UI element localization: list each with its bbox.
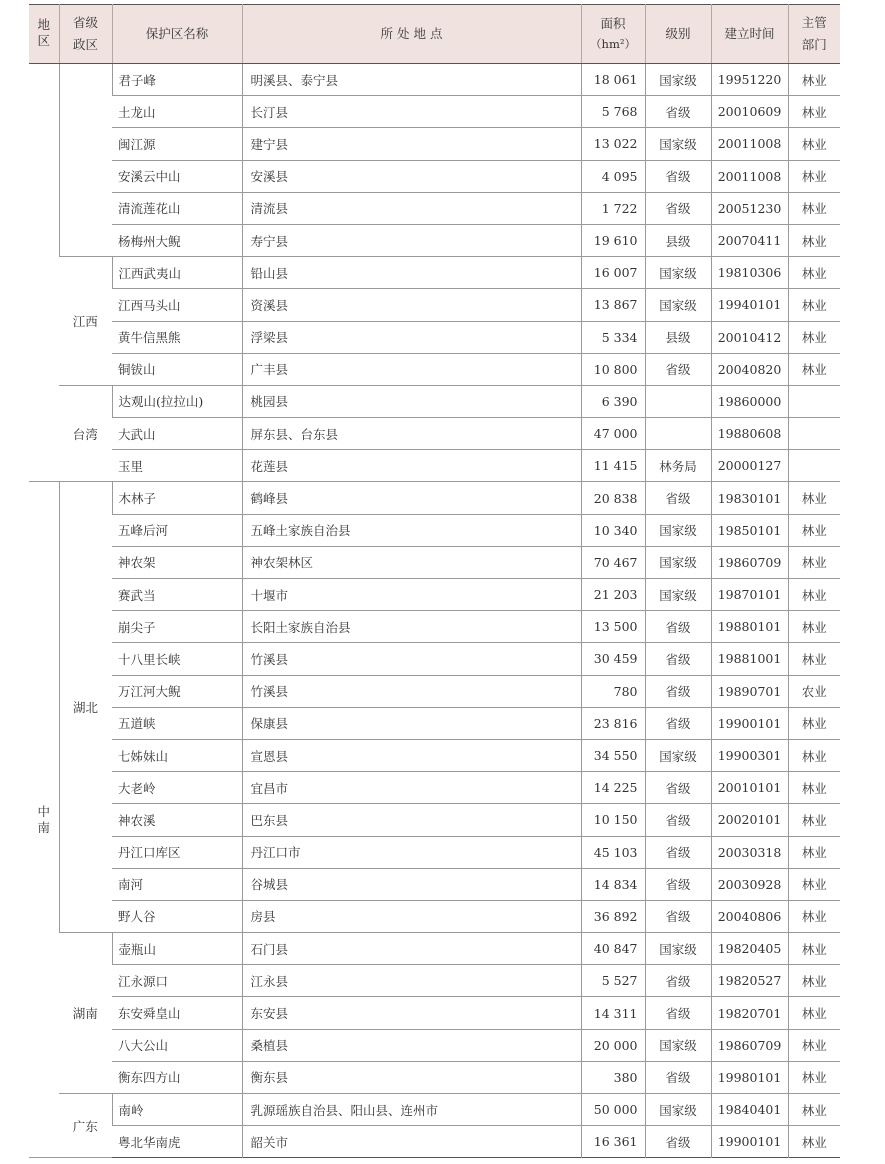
established-date-cell: 19880101 [711,611,788,643]
level-cell: 省级 [645,353,711,385]
level-cell: 省级 [645,707,711,739]
header-row [29,5,840,64]
established-date-cell: 19900101 [711,707,788,739]
reserve-name-cell: 十八里长峡 [112,643,242,675]
established-date-cell: 19810306 [711,257,788,289]
header-province: 省级政区 [59,5,112,64]
reserve-name-cell: 江西武夷山 [112,257,242,289]
department-cell: 林业 [788,128,840,160]
location-cell: 丹江口市 [242,836,581,868]
area-cell: 10 150 [581,804,645,836]
department-cell: 林业 [788,289,840,321]
department-cell: 林业 [788,224,840,256]
table-row [29,1061,840,1093]
department-cell [788,418,840,450]
established-date-cell: 19900101 [711,1126,788,1158]
table-row [29,675,840,707]
department-cell: 林业 [788,739,840,771]
level-cell: 国家级 [645,546,711,578]
table-row [29,418,840,450]
established-date-cell: 20010609 [711,96,788,128]
area-cell: 10 340 [581,514,645,546]
location-cell: 乳源瑶族自治县、阳山县、连州市 [242,1094,581,1126]
location-cell: 神农架林区 [242,546,581,578]
reserve-name-cell: 野人谷 [112,900,242,932]
table-row [29,160,840,192]
location-cell: 谷城县 [242,868,581,900]
location-cell: 保康县 [242,707,581,739]
area-cell: 5 768 [581,96,645,128]
reserve-name-cell: 安溪云中山 [112,160,242,192]
reserve-name-cell: 铜钹山 [112,353,242,385]
table-row [29,836,840,868]
reserve-name-cell: 五峰后河 [112,514,242,546]
established-date-cell: 20030318 [711,836,788,868]
reserve-name-cell: 神农溪 [112,804,242,836]
area-cell: 16 007 [581,257,645,289]
department-cell: 林业 [788,933,840,965]
level-cell: 省级 [645,643,711,675]
department-cell: 林业 [788,482,840,514]
reserve-name-cell: 神农架 [112,546,242,578]
level-cell: 国家级 [645,128,711,160]
table-row [29,128,840,160]
table-row [29,321,840,353]
reserve-name-cell: 崩尖子 [112,611,242,643]
established-date-cell: 20051230 [711,192,788,224]
area-cell: 20 000 [581,1029,645,1061]
established-date-cell: 20070411 [711,224,788,256]
department-cell: 林业 [788,257,840,289]
area-cell: 14 311 [581,997,645,1029]
area-cell: 23 816 [581,707,645,739]
location-cell: 寿宁县 [242,224,581,256]
table-row [29,868,840,900]
table-row [29,1126,840,1158]
table-row [29,514,840,546]
established-date-cell: 19820405 [711,933,788,965]
level-cell: 省级 [645,804,711,836]
reserve-name-cell: 清流莲花山 [112,192,242,224]
reserve-name-cell: 大老岭 [112,772,242,804]
table-row [29,643,840,675]
header-dept: 主管部门 [788,5,840,64]
established-date-cell: 19980101 [711,1061,788,1093]
table-row [29,192,840,224]
established-date-cell: 20011008 [711,160,788,192]
location-cell: 竹溪县 [242,643,581,675]
province-cell: 湖南 [59,933,112,1094]
area-cell: 21 203 [581,579,645,611]
level-cell [645,385,711,417]
location-cell: 东安县 [242,997,581,1029]
department-cell: 林业 [788,804,840,836]
table-row [29,772,840,804]
established-date-cell: 19881001 [711,643,788,675]
department-cell: 林业 [788,707,840,739]
department-cell: 林业 [788,64,840,96]
area-cell: 16 361 [581,1126,645,1158]
reserve-name-cell: 粤北华南虎 [118,1134,181,1150]
table-row [29,1094,840,1126]
location-cell: 宜昌市 [242,772,581,804]
table-row [29,96,840,128]
area-cell: 14 225 [581,772,645,804]
level-cell: 省级 [645,900,711,932]
location-cell: 安溪县 [242,160,581,192]
area-cell: 6 390 [581,385,645,417]
area-cell: 47 000 [581,418,645,450]
department-cell: 林业 [788,836,840,868]
header-area: 面积 （hm²） [581,5,645,64]
level-cell: 省级 [645,965,711,997]
established-date-cell: 19860709 [711,1029,788,1061]
table-row [29,289,840,321]
location-cell: 长汀县 [242,96,581,128]
table-row [29,224,840,256]
established-date-cell: 20011008 [711,128,788,160]
level-cell: 国家级 [645,64,711,96]
area-cell: 50 000 [581,1094,645,1126]
department-cell: 林业 [788,772,840,804]
department-cell: 林业 [788,353,840,385]
reserve-name-cell: 东安舜皇山 [112,997,242,1029]
department-cell: 林业 [788,611,840,643]
reserve-name-cell: 木林子 [112,482,242,514]
province-cell: 台湾 [59,385,112,482]
area-cell: 40 847 [581,933,645,965]
location-cell: 长阳土家族自治县 [242,611,581,643]
level-cell: 省级 [645,192,711,224]
level-cell: 国家级 [645,1029,711,1061]
established-date-cell: 19940101 [711,289,788,321]
header-date: 建立时间 [711,5,788,64]
area-cell: 780 [581,675,645,707]
table-row [29,611,840,643]
table-row [29,450,840,482]
level-cell: 国家级 [645,1094,711,1126]
area-cell: 11 415 [581,450,645,482]
level-cell: 省级 [645,611,711,643]
level-cell: 国家级 [645,289,711,321]
established-date-cell: 19820527 [711,965,788,997]
table-row [29,739,840,771]
location-cell: 浮梁县 [242,321,581,353]
reserve-name-cell: 杨梅州大鲵 [112,224,242,256]
level-cell: 省级 [645,96,711,128]
reserve-name-cell: 丹江口库区 [112,836,242,868]
table-row [29,900,840,932]
table-row [29,1029,840,1061]
reserve-name-cell: 赛武当 [112,579,242,611]
area-cell: 14 834 [581,868,645,900]
table-row [29,804,840,836]
province-cell: 江西 [59,257,112,386]
department-cell: 林业 [788,546,840,578]
location-cell: 花莲县 [242,450,581,482]
reserve-name-cell: 达观山(拉拉山) [112,385,242,417]
department-cell: 林业 [788,965,840,997]
area-cell: 36 892 [581,900,645,932]
area-cell: 30 459 [581,643,645,675]
location-cell: 五峰土家族自治县 [242,514,581,546]
department-cell: 林业 [788,579,840,611]
area-cell: 10 800 [581,353,645,385]
table-row [29,579,840,611]
department-cell: 林业 [788,643,840,675]
reserve-name-cell: 壶瓶山 [112,933,242,965]
table-row [29,707,840,739]
department-cell: 林业 [788,96,840,128]
level-cell: 省级 [645,836,711,868]
province-cell: 广东 [59,1094,112,1158]
location-cell: 清流县 [242,192,581,224]
department-cell [788,385,840,417]
reserve-name-cell: 五道峡 [112,707,242,739]
department-cell: 林业 [788,192,840,224]
location-cell: 铅山县 [242,257,581,289]
reserve-name-cell: 江西马头山 [112,289,242,321]
established-date-cell: 20030928 [711,868,788,900]
department-cell: 农业 [788,675,840,707]
established-date-cell: 19860000 [711,385,788,417]
established-date-cell: 20020101 [711,804,788,836]
area-cell: 13 500 [581,611,645,643]
area-cell: 380 [581,1061,645,1093]
table-row [29,482,840,514]
region-cell: 中南 [29,482,59,1158]
department-cell [788,450,840,482]
table-row [29,965,840,997]
reserve-name-cell: 君子峰 [112,64,242,96]
area-cell: 70 467 [581,546,645,578]
level-cell: 省级 [645,868,711,900]
level-cell: 县级 [645,321,711,353]
level-cell: 国家级 [645,514,711,546]
established-date-cell: 20010412 [711,321,788,353]
level-cell: 省级 [645,997,711,1029]
established-date-cell: 19870101 [711,579,788,611]
area-cell: 34 550 [581,739,645,771]
reserve-name-cell: 衡东四方山 [112,1061,242,1093]
established-date-cell: 19890701 [711,675,788,707]
established-date-cell: 19820701 [711,997,788,1029]
location-cell: 屏东县、台东县 [242,418,581,450]
table-row [29,64,840,96]
location-cell: 鹤峰县 [242,482,581,514]
location-cell: 石门县 [242,933,581,965]
location-cell: 十堰市 [242,579,581,611]
table-row [29,997,840,1029]
area-cell: 1 722 [581,192,645,224]
reserve-name-cell: 黄牛信黑熊 [112,321,242,353]
location-cell: 衡东县 [242,1061,581,1093]
area-cell: 4 095 [581,160,645,192]
level-cell: 省级 [645,1126,711,1158]
header-level: 级别 [645,5,711,64]
level-cell: 国家级 [645,579,711,611]
table-body [29,64,840,1158]
province-cell: 湖北 [59,482,112,933]
header-location: 所 处 地 点 [242,5,581,64]
location-cell: 广丰县 [242,353,581,385]
reserve-name-cell: 土龙山 [112,96,242,128]
reserve-name-cell: 七姊妹山 [112,739,242,771]
table-row [29,353,840,385]
established-date-cell: 20000127 [711,450,788,482]
region-cell [29,64,59,482]
province-cell [59,64,112,257]
established-date-cell: 19860709 [711,546,788,578]
established-date-cell: 19840401 [711,1094,788,1126]
reserve-name-cell: 南河 [112,868,242,900]
header-region: 地区 [29,5,59,64]
department-cell: 林业 [788,1094,840,1126]
level-cell: 县级 [645,224,711,256]
area-cell: 5 527 [581,965,645,997]
level-cell: 国家级 [645,257,711,289]
location-cell: 建宁县 [242,128,581,160]
established-date-cell: 19850101 [711,514,788,546]
location-cell: 巴东县 [242,804,581,836]
area-cell: 19 610 [581,224,645,256]
level-cell: 省级 [645,482,711,514]
established-date-cell: 19951220 [711,64,788,96]
header-name: 保护区名称 [112,5,242,64]
location-cell: 竹溪县 [242,675,581,707]
reserve-name-cell: 南岭 [112,1094,242,1126]
table-row [29,385,840,417]
established-date-cell: 20040820 [711,353,788,385]
table-row [29,933,840,965]
reserve-name-cell: 江永源口 [112,965,242,997]
area-cell: 5 334 [581,321,645,353]
level-cell: 省级 [645,675,711,707]
location-cell: 资溪县 [242,289,581,321]
location-cell: 韶关市 [242,1126,581,1158]
area-cell: 13 022 [581,128,645,160]
established-date-cell: 19880608 [711,418,788,450]
reserve-table-wrapper [29,4,840,1158]
level-cell: 省级 [645,160,711,192]
table-row [29,546,840,578]
department-cell: 林业 [788,900,840,932]
established-date-cell: 20040806 [711,900,788,932]
department-cell: 林业 [788,160,840,192]
department-cell: 林业 [788,868,840,900]
location-cell: 桑植县 [242,1029,581,1061]
level-cell [645,418,711,450]
area-cell: 18 061 [581,64,645,96]
department-cell: 林业 [788,1126,840,1158]
department-cell: 林业 [788,1061,840,1093]
reserve-name-cell: 万江河大鲵 [112,675,242,707]
location-cell: 明溪县、泰宁县 [242,64,581,96]
department-cell: 林业 [788,514,840,546]
level-cell: 国家级 [645,739,711,771]
location-cell: 房县 [242,900,581,932]
level-cell: 省级 [645,1061,711,1093]
location-cell: 桃园县 [242,385,581,417]
area-cell: 45 103 [581,836,645,868]
established-date-cell: 19900301 [711,739,788,771]
location-cell: 江永县 [242,965,581,997]
area-cell: 20 838 [581,482,645,514]
reserve-name-cell: 八大公山 [112,1029,242,1061]
level-cell: 国家级 [645,933,711,965]
reserve-name-cell: 玉里 [112,450,242,482]
department-cell: 林业 [788,997,840,1029]
table-row [29,257,840,289]
established-date-cell: 19830101 [711,482,788,514]
nature-reserve-table [29,4,840,1158]
established-date-cell: 20010101 [711,772,788,804]
level-cell: 林务局 [645,450,711,482]
department-cell: 林业 [788,321,840,353]
location-cell: 宣恩县 [242,739,581,771]
reserve-name-cell: 闽江源 [112,128,242,160]
area-cell: 13 867 [581,289,645,321]
department-cell: 林业 [788,1029,840,1061]
reserve-name-cell: 大武山 [112,418,242,450]
level-cell: 省级 [645,772,711,804]
